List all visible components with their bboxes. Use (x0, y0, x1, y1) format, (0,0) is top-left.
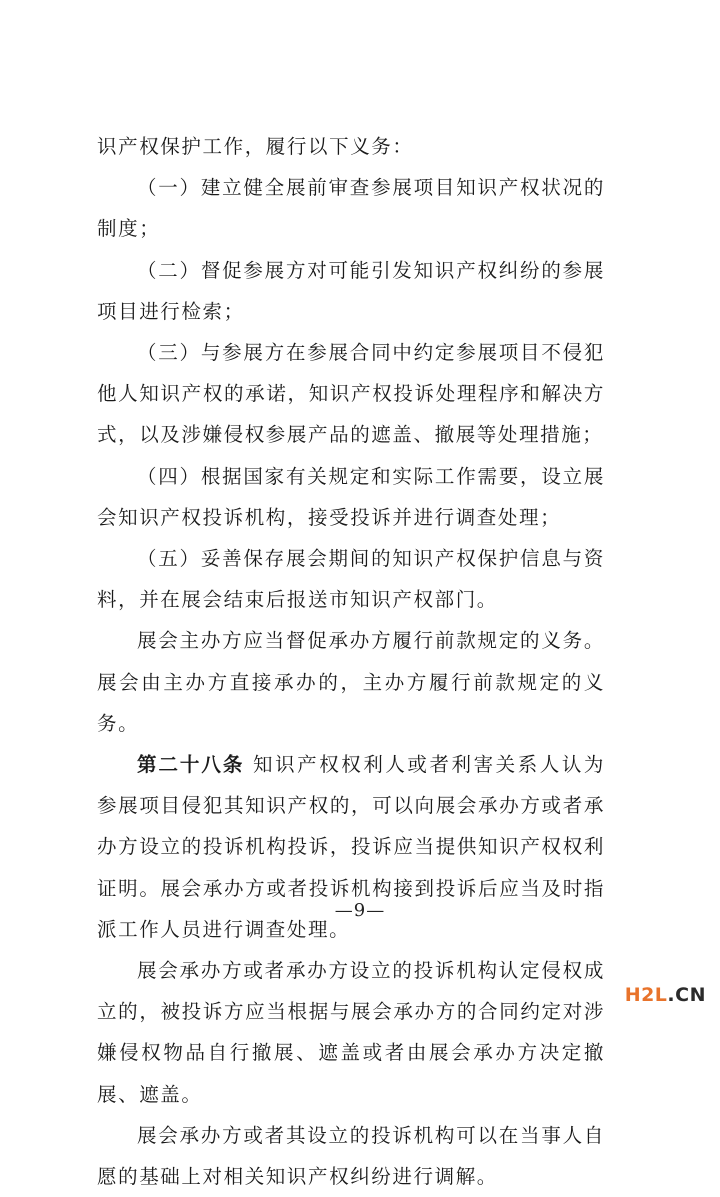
paragraph-organizer-duty: 展会主办方应当督促承办方履行前款规定的义务。展会由主办方直接承办的，主办方履行前款规定的义务。 (97, 629, 605, 735)
paragraph-mediation: 展会承办方或者其设立的投诉机构可以在当事人自愿的基础上对相关知识产权纠纷进行调解。 (97, 1123, 605, 1189)
watermark-part-a: H2L (624, 984, 668, 1006)
paragraph-item-2: （二）督促参展方对可能引发知识产权纠纷的参展项目进行检索； (97, 258, 605, 323)
paragraph-item-5: （五）妥善保存展会期间的知识产权保护信息与资料，并在展会结束后报送市知识产权部门。 (97, 547, 605, 612)
paragraph-item-1: （一）建立健全展前审查参展项目知识产权状况的制度； (97, 176, 605, 241)
page-number: —9— (334, 900, 386, 921)
article-heading: 第二十八条 (137, 753, 245, 777)
watermark-part-b: .CN (667, 984, 706, 1006)
site-watermark-logo (625, 984, 706, 1006)
paragraph-item-3: （三）与参展方在参展合同中约定参展项目不侵犯他人知识产权的承诺，知识产权投诉处理程序和解决方式，以及涉嫌侵权参展产品的遮盖、撤展等处理措施； (97, 341, 605, 447)
paragraph-infringement-finding: 展会承办方或者承办方设立的投诉机构认定侵权成立的，被投诉方应当根据与展会承办方的合同约定对涉嫌侵权物品自行撤展、遮盖或者由展会承办方决定撤展、遮盖。 (97, 959, 605, 1106)
article-28-text: 知识产权权利人或者利害关系人认为参展项目侵犯其知识产权的，可以向展会承办方或者承办方设立的投诉机构投诉，投诉应当提供知识产权权利证明。展会承办方或者投诉机构接到投诉后应当及时指派工作人员进行调查处理。 (97, 753, 605, 941)
body-text (97, 126, 605, 1197)
paragraph-continuation: 识产权保护工作，履行以下义务： (97, 135, 414, 158)
paragraph-item-4: （四）根据国家有关规定和实际工作需要，设立展会知识产权投诉机构，接受投诉并进行调查处理； (97, 464, 605, 529)
